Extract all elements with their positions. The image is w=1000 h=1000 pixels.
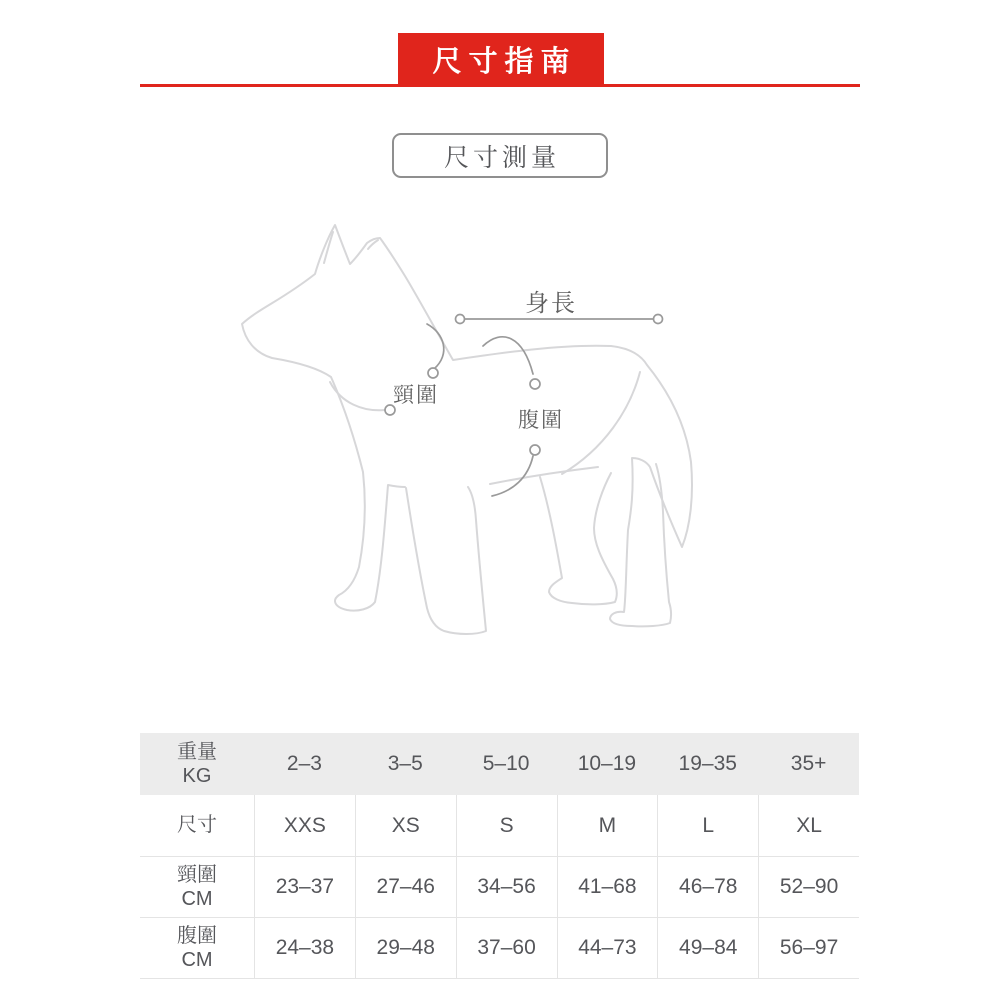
row-header-label: 重量 [177, 740, 217, 763]
row-header-size [140, 795, 254, 856]
table-cell: 2–3 [286, 752, 322, 775]
belly-girth-endpoint-bottom [530, 445, 540, 455]
table-cell: 41–68 [557, 856, 658, 917]
table-cell: 24–38 [254, 917, 355, 978]
row-header-weight [140, 733, 254, 795]
table-cell: 3–5 [387, 752, 423, 775]
table-cell: 52–90 [758, 856, 859, 917]
table-cell: 35+ [790, 752, 827, 775]
table-cell: 5–10 [482, 752, 530, 775]
dog-near-hind-leg [540, 473, 617, 604]
table-cell: S [456, 795, 557, 856]
table-cell: 10–19 [577, 752, 637, 775]
table-cell: 23–37 [254, 856, 355, 917]
row-header-label: 頸圍 [177, 863, 217, 886]
size-table [140, 733, 859, 979]
row-header-label: 腹圍 [177, 924, 217, 947]
body-length-label: 身長 [525, 290, 577, 317]
page-title: 尺寸指南 [398, 33, 604, 86]
table-row-size [140, 795, 859, 856]
table-cell: M [557, 795, 658, 856]
dog-belly-line [490, 467, 598, 484]
table-cell: 49–84 [657, 917, 758, 978]
table-cell: 34–56 [456, 856, 557, 917]
table-cell: 44–73 [557, 917, 658, 978]
table-cell: XXS [254, 795, 355, 856]
row-header-unit: KG [182, 765, 212, 787]
dog-measurement-diagram [220, 212, 710, 662]
table-row-belly [140, 917, 859, 978]
neck-girth-endpoint-top [428, 368, 438, 378]
belly-girth-label: 腹圍 [518, 409, 564, 432]
dog-body-outline [242, 225, 692, 626]
table-cell: 29–48 [355, 917, 456, 978]
row-header-belly [140, 917, 254, 978]
body-length-endpoint-left [456, 315, 465, 324]
dog-far-front-leg [406, 487, 486, 634]
row-header-neck [140, 856, 254, 917]
belly-girth-arc-bottom [492, 456, 533, 496]
table-cell: 46–78 [657, 856, 758, 917]
neck-girth-arc [427, 324, 444, 369]
dog-thigh-line [562, 372, 640, 474]
table-cell: 19–35 [678, 752, 737, 775]
table-cell: L [657, 795, 758, 856]
table-row-neck [140, 856, 859, 917]
table-cell: XL [758, 795, 859, 856]
measurement-section-title: 尺寸測量 [392, 133, 608, 178]
table-row-weight [140, 733, 859, 795]
table-cell: 37–60 [456, 917, 557, 978]
row-header-unit: CM [181, 949, 213, 971]
table-cell: XS [355, 795, 456, 856]
body-length-endpoint-right [654, 315, 663, 324]
table-cell: 27–46 [355, 856, 456, 917]
neck-girth-label: 頸圍 [393, 384, 439, 407]
belly-girth-endpoint-top [530, 379, 540, 389]
row-header-unit: CM [181, 888, 213, 910]
table-cell: 56–97 [758, 917, 859, 978]
row-header-label: 尺寸 [177, 814, 217, 837]
